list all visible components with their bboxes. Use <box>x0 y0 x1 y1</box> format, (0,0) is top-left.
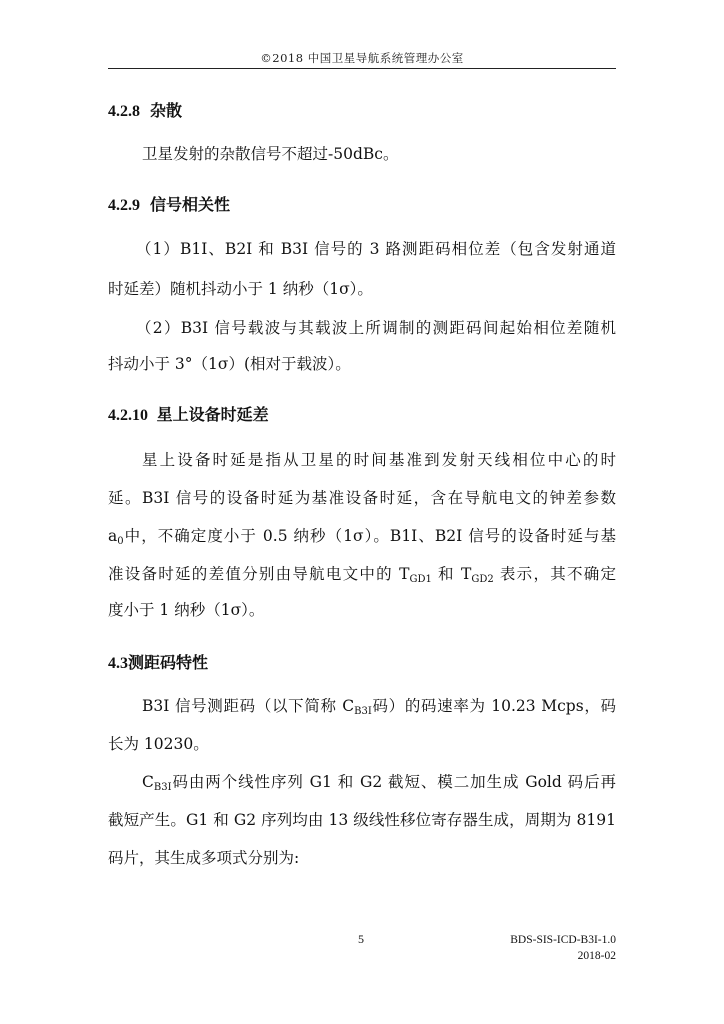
section-title: 杂散 <box>150 101 183 120</box>
text-run: 中，不确定度小于 0.5 纳秒（1σ）。B1I、B2I 信号的设备时延与基 <box>123 527 616 545</box>
paragraph-line: 卫星发射的杂散信号不超过-50dBc。 <box>142 145 399 163</box>
paragraph-line: 时延差）随机抖动小于 1 纳秒（1σ）。 <box>108 280 373 298</box>
section-heading-4-2-8 <box>108 98 182 121</box>
subscript: GD1 <box>409 574 432 585</box>
page-number: 5 <box>358 932 364 946</box>
subscript: B3I <box>153 782 172 793</box>
paragraph-line: 抖动小于 3°（1σ）(相对于载波）。 <box>108 355 351 373</box>
paragraph-line <box>108 526 616 546</box>
document-id-block <box>510 932 616 964</box>
section-title: 测距码特性 <box>128 653 209 672</box>
paragraph-line: 截短产生。G1 和 G2 序列均由 13 级线性移位寄存器生成，周期为 8191 <box>108 811 616 829</box>
document-id: BDS-SIS-ICD-B3I-1.0 <box>510 934 616 946</box>
header-rule <box>108 68 616 69</box>
paragraph-line: （2）B3I 信号载波与其载波上所调制的测距码间起始相位差随机 <box>136 319 616 337</box>
paragraph-line <box>108 696 616 716</box>
text-run: C <box>142 773 154 791</box>
paragraph-line: 星上设备时延是指从卫星的时间基准到发射天线相位中心的时 <box>142 451 616 469</box>
text-run: 准设备时延的差值分别由导航电文中的 T <box>108 565 410 583</box>
section-number: 4.2.10 <box>108 407 148 424</box>
paragraph-line: 延。B3I 信号的设备时延为基准设备时延，含在导航电文的钟差参数 <box>108 489 616 507</box>
section-heading-4-2-10 <box>108 402 269 425</box>
paragraph-line: 长为 10230。 <box>108 735 209 753</box>
section-title: 星上设备时延差 <box>156 405 269 424</box>
text-run: 表示，其不确定 <box>499 565 616 583</box>
text-run: B3I 信号测距码（以下简称 C <box>142 697 355 715</box>
subscript: GD2 <box>471 574 494 585</box>
paragraph-line <box>108 772 616 792</box>
section-number: 4.3 <box>108 655 128 672</box>
paragraph-line: 度小于 1 纳秒（1σ）。 <box>108 601 265 619</box>
section-heading-4-3 <box>108 650 208 673</box>
paragraph-line: 码片，其生成多项式分别为: <box>108 849 300 867</box>
section-number: 4.2.8 <box>108 103 140 120</box>
text-run: 码）的码速率为 10.23 Mcps，码 <box>371 697 617 715</box>
text-run: a <box>108 527 118 545</box>
section-number: 4.2.9 <box>108 197 140 214</box>
section-title: 信号相关性 <box>150 195 231 214</box>
text-run: 和 T <box>438 565 472 583</box>
subscript: B3I <box>354 706 372 717</box>
paragraph-line: （1）B1I、B2I 和 B3I 信号的 3 路测距码相位差（包含发射通道 <box>136 240 616 258</box>
page-header: ©2018 中国卫星导航系统管理办公室 <box>260 51 464 65</box>
subscript: 0 <box>117 536 124 547</box>
paragraph-line <box>108 564 616 584</box>
document-date: 2018-02 <box>577 950 616 962</box>
section-heading-4-2-9 <box>108 192 230 215</box>
text-run: 码由两个线性序列 G1 和 G2 截短、模二加生成 Gold 码后再 <box>171 773 616 791</box>
